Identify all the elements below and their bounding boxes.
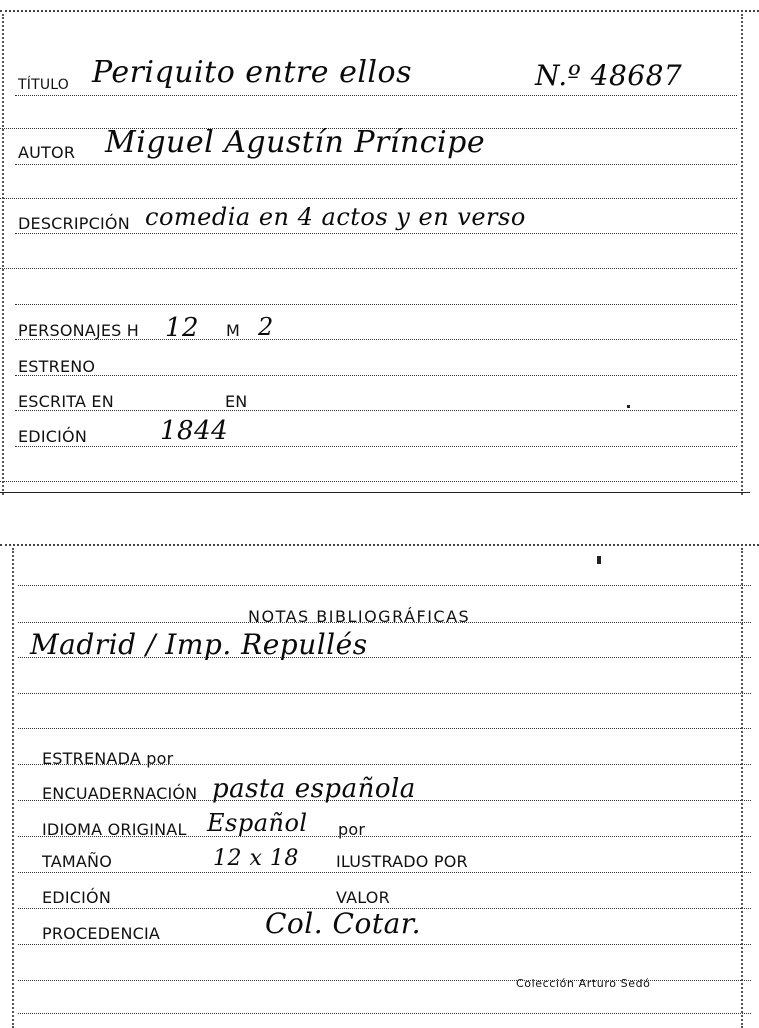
por-label: por [338,820,366,839]
en-label: EN [225,392,248,411]
personajes-label: PERSONAJES H [18,321,140,340]
rule-line [15,95,737,96]
card-left-edge [2,14,8,495]
rule-line [15,304,737,305]
personajes-m-label: M [226,321,241,340]
descripcion-value: comedia en 4 actos y en verso [145,203,526,231]
estrenada-label: ESTRENADA por [42,749,174,768]
titulo-label: TÍTULO [18,77,69,93]
rule-line [15,375,737,376]
rule-line [18,1013,751,1014]
rule-line [18,872,751,873]
coleccion-label: Colección Arturo Sedó [516,977,651,990]
idioma-value: Español [207,809,308,837]
autor-value: Miguel Agustín Príncipe [105,125,486,160]
rule-line [0,198,737,199]
ilustrado-label: ILUSTRADO POR [336,852,468,871]
rule-line [15,164,737,165]
card-top-edge [0,10,759,20]
autor-label: AUTOR [18,143,76,162]
tamano-label: TAMAÑO [42,852,112,871]
card-left-edge [12,548,18,1028]
personajes-h-value: 12 [165,313,200,343]
encuadernacion-value: pasta española [212,774,416,804]
rule-line [18,944,751,945]
ink-mark [627,405,630,408]
card-top-edge [0,544,759,554]
encuadernacion-label: ENCUADERNACIÓN [42,784,198,803]
rule-line [18,693,751,694]
rule-line [15,446,737,447]
edicion-label: EDICIÓN [18,427,88,446]
titulo-value: Periquito entre ellos [92,55,412,90]
card-bottom-edge [0,492,750,493]
valor-label: VALOR [336,888,390,907]
rule-line [18,728,751,729]
rule-line [15,410,737,411]
descripcion-label: DESCRIPCIÓN [18,214,130,233]
personajes-m-value: 2 [258,313,274,341]
idioma-label: IDIOMA ORIGINAL [42,820,187,839]
rule-line [0,268,737,269]
edicion2-label: EDICIÓN [42,888,112,907]
procedencia-value: Col. Cotar. [265,907,421,940]
catalog-card-top [0,0,759,495]
edicion-value: 1844 [160,416,229,446]
notas-label: NOTAS BIBLIOGRÁFICAS [248,607,471,626]
catalog-card-bottom [0,538,759,1028]
estreno-label: ESTRENO [18,357,96,376]
tamano-value: 12 x 18 [213,846,299,871]
rule-line [15,233,737,234]
procedencia-label: PROCEDENCIA [42,924,161,943]
notas-value: Madrid / Imp. Repullés [30,628,368,661]
card-right-edge [741,548,747,1028]
rule-line [0,481,737,482]
card-right-edge [741,14,747,495]
escrita-en-label: ESCRITA EN [18,392,114,411]
ink-mark [597,556,601,564]
catalog-number: N.º 48687 [535,59,683,92]
rule-line [18,585,751,586]
